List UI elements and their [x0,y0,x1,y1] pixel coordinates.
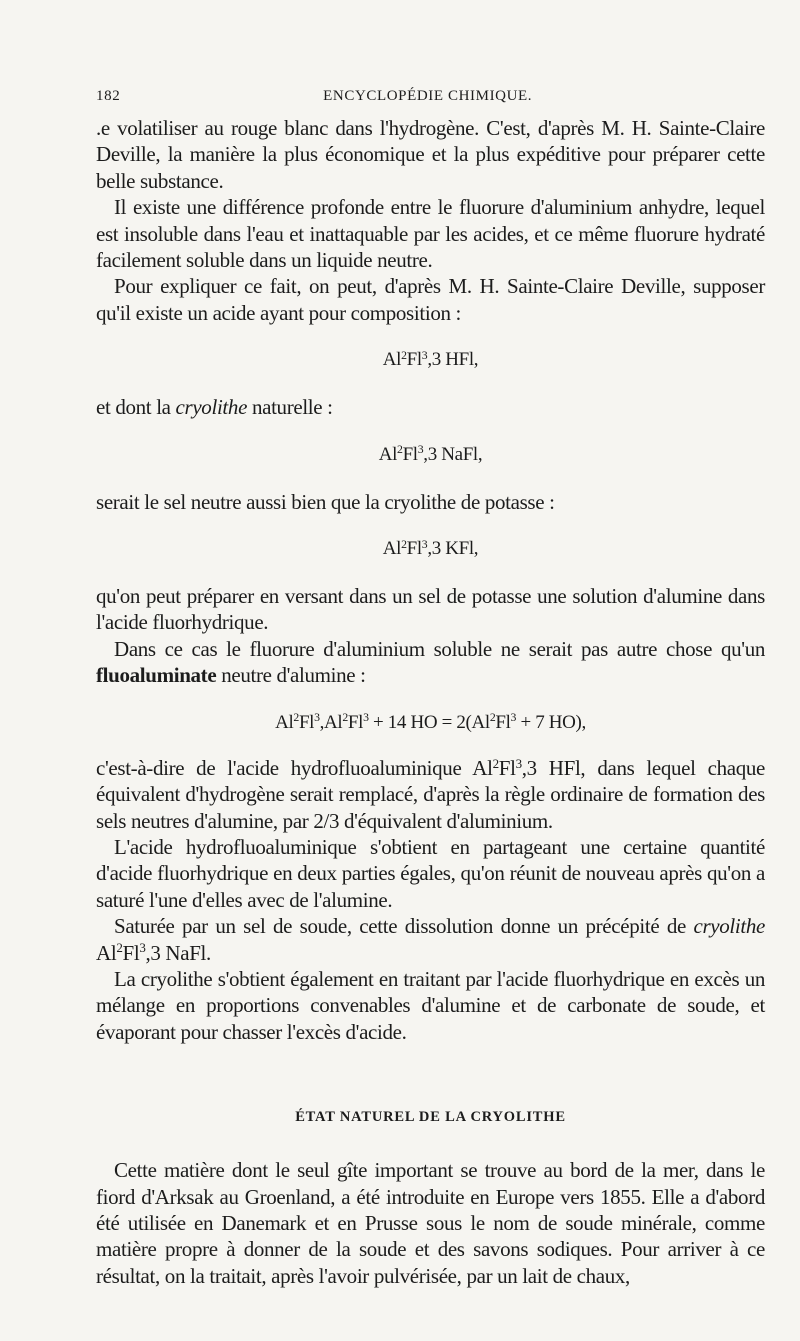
formula-sup: 3 [421,348,428,362]
paragraph-12: Cette matière dont le seul gîte important se trouve au bord de la mer, dans le fiord d'Arksak au Groenland, a été introduite en Europe vers 1855. Elle a d'abord été utilisée en Danemark et en Prusse sous le nom de soude minérale, comme matière propre à donner de la soude et des savons sodiques. Pour arriver à ce résultat, on la traitait, après l'avoir pulvérisée, par un lait de chaux, [96,1158,765,1288]
paragraph-2: Il existe une différence profonde entre le fluorure d'aluminium anhydre, lequel est insoluble dans l'eau et inattaquable par les acides, et ce même fluorure hydraté facilement soluble dans un liquide neutre. [96,195,765,273]
formula-part: Al [378,443,398,465]
formula-sup: 2 [489,711,496,725]
formula-part: + 14 HO = 2(Al [368,711,490,733]
formula-sup: 3 [421,537,428,551]
running-header [96,86,765,106]
running-title: ENCYCLOPÉDIE CHIMIQUE. [323,88,533,104]
italic-term: cryolithe [175,395,248,420]
formula-sup: 2 [293,711,299,725]
formula-part: Fl [347,711,364,733]
formula-sup: 2 [401,537,407,551]
formula-acid [96,348,765,372]
formula-sup: 2 [401,348,407,362]
paragraph-4 [96,394,765,420]
text-run: Dans ce cas le fluorure d'aluminium soluble ne serait pas autre chose qu'un [114,636,765,661]
paragraph-8 [96,755,765,834]
formula-cryolithe-soude [96,443,765,467]
text-run: ,3 NaFl. [145,940,211,965]
formula-part: Al [275,711,294,733]
paragraph-7 [96,636,765,689]
formula-part: ,Al [319,711,343,733]
formula-part: Al [382,349,402,371]
paragraph-11: La cryolithe s'obtient également en traitant par l'acide fluorhydrique en excès un mélange en proportions convenables d'alumine et de carbonate de soude, et évaporant pour chasser l'excès d'acide. [96,966,765,1044]
text-run: Saturée par un sel de soude, cette dissolution donne un précépité de [114,914,694,939]
text-run: et dont la [96,395,176,420]
paragraph-1: .e volatiliser au rouge blanc dans l'hydrogène. C'est, d'après M. H. Sainte-Claire Deville, la manière la plus économique et la plus expéditive pour préparer cette belle substance. [96,116,765,193]
formula-sup: 3 [314,711,320,725]
text-run: Fl [122,940,140,965]
formula-part: ,3 KFl, [427,538,479,560]
formula-part: Fl [495,711,511,733]
formula-sup: 3 [139,940,146,956]
formula-sup: 3 [515,755,522,771]
formula-sup: 3 [510,711,517,725]
formula-part: ,3 HFl, [427,349,479,371]
paragraph-9: L'acide hydrofluoaluminique s'obtient en partageant une certaine quantité d'acide fluorhydrique en deux parties égales, qu'on réunit de nouveau après qu'on a saturé l'une d'elles avec de l'alumine. [96,834,765,912]
text-run: ,3 HFl, dans lequel chaque équivalent d'hydrogène serait remplacé, d'après la règle ordinaire de formation des sels neutres d'alumine, par 2/3 d'équivalent d'aluminium. [96,755,765,833]
paragraph-10 [96,913,765,966]
formula-sup: 2 [116,940,123,956]
text-run: c'est-à-dire de l'acide hydrofluoaluminique Al [96,755,493,780]
formula-sup: 3 [363,711,369,725]
page-number: 182 [96,88,121,104]
text-run: Al [96,940,117,965]
formula-part: Fl [298,711,315,733]
formula-equation [96,711,765,735]
paragraph-5: serait le sel neutre aussi bien que la cryolithe de potasse : [96,489,555,514]
formula-part: Al [382,538,402,560]
text-run: neutre d'alumine : [216,663,366,688]
text-run: Fl [498,755,516,780]
document-page [96,86,765,1289]
formula-sup: 2 [492,755,499,771]
paragraph-3: Pour expliquer ce fait, on peut, d'après M. H. Sainte-Claire Deville, supposer qu'il existe un acide ayant pour composition : [96,274,765,325]
formula-sup: 3 [417,443,424,457]
italic-term: cryolithe [693,914,765,939]
formula-sup: 2 [342,711,348,725]
paragraph-6: qu'on peut préparer en versant dans un sel de potasse une solution d'alumine dans l'acide fluorhydrique. [96,584,765,635]
formula-part: Fl [406,538,422,560]
formula-part: Fl [406,349,422,371]
section-title: ÉTAT NATUREL DE LA CRYOLITHE [295,1109,566,1126]
formula-part: ,3 NaFl, [423,443,483,465]
formula-cryolithe-potasse [96,537,765,561]
formula-sup: 2 [397,443,403,457]
bold-term: fluoaluminate [96,663,217,688]
text-run: naturelle : [247,395,333,420]
formula-part: Fl [402,443,418,465]
formula-part: + 7 HO), [516,711,586,733]
